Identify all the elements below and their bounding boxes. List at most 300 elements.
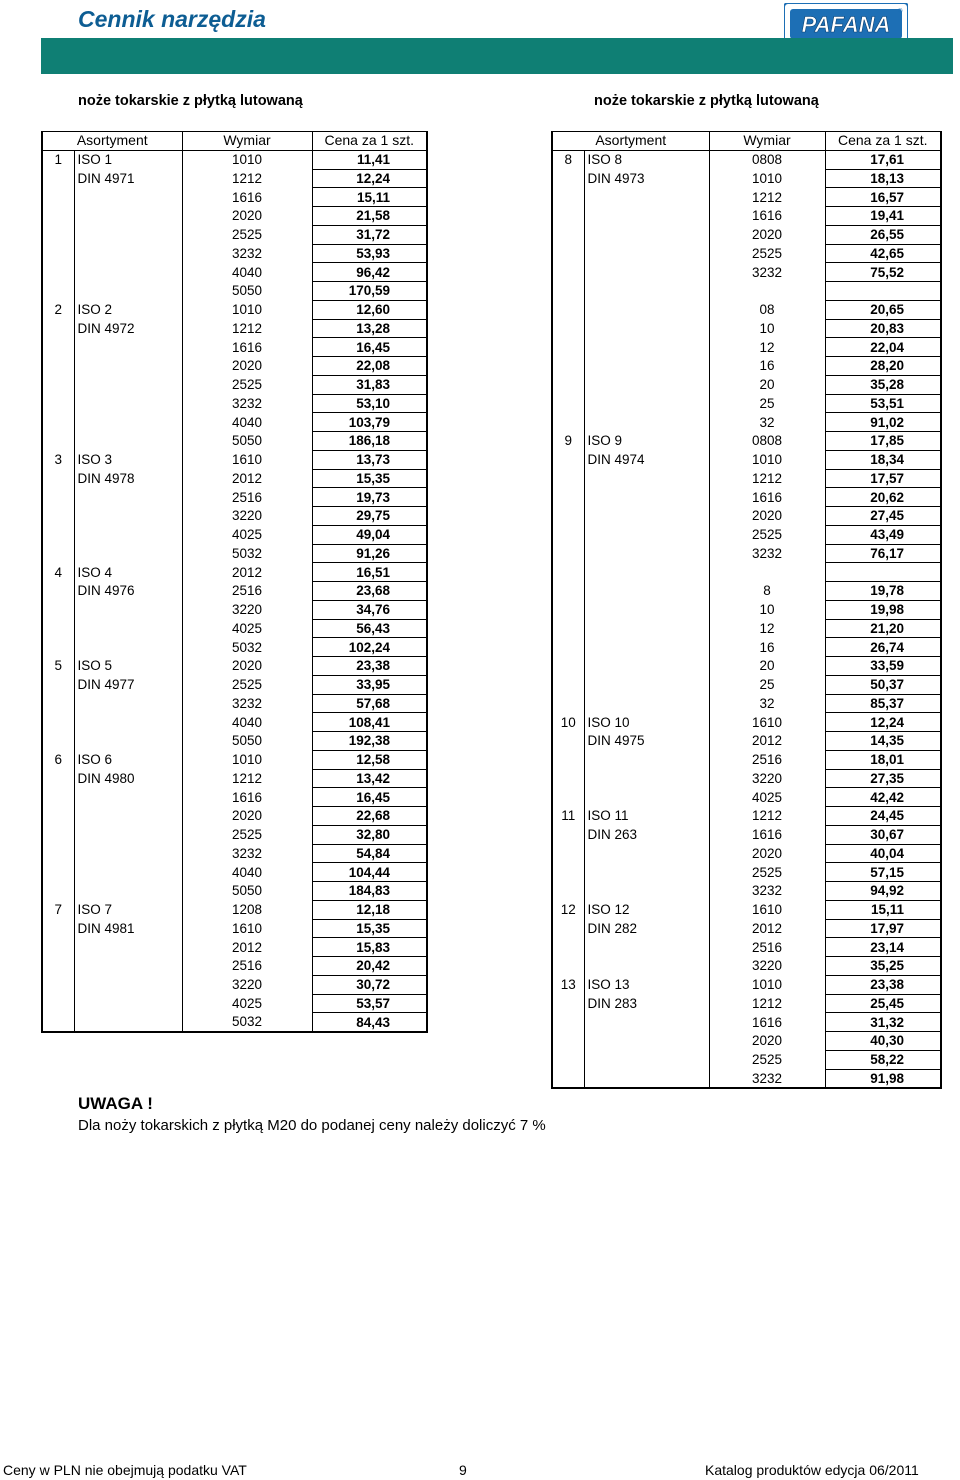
table-row <box>552 957 941 976</box>
row-number <box>552 750 584 769</box>
table-row <box>552 432 941 451</box>
note-title: UWAGA ! <box>78 1094 153 1113</box>
price: 19,78 <box>825 582 941 601</box>
price: 20,42 <box>312 957 427 976</box>
row-number <box>552 694 584 713</box>
price: 15,11 <box>312 188 427 207</box>
dimension: 3232 <box>182 844 312 863</box>
row-number <box>42 863 74 882</box>
table-row <box>42 788 427 807</box>
row-number <box>552 263 584 282</box>
dimension: 20 <box>709 657 825 676</box>
dimension: 2020 <box>709 844 825 863</box>
price: 15,83 <box>312 938 427 957</box>
product-name: ISO 3 <box>77 452 113 468</box>
table-row <box>42 357 427 376</box>
row-number <box>552 938 584 957</box>
row-number: 4 <box>42 563 74 582</box>
product-name: ISO 6 <box>77 752 113 768</box>
table-row <box>42 244 427 263</box>
dimension: 2020 <box>182 657 312 676</box>
product-name <box>584 338 709 357</box>
price: 103,79 <box>312 413 427 432</box>
table-row <box>42 263 427 282</box>
product-name: DIN 4973 <box>587 170 645 186</box>
price: 34,76 <box>312 600 427 619</box>
table-row <box>552 225 941 244</box>
price: 12,60 <box>312 300 427 319</box>
row-number <box>552 844 584 863</box>
table-row <box>42 450 427 469</box>
row-number <box>42 282 74 301</box>
row-number <box>552 469 584 488</box>
product-name <box>584 300 709 319</box>
product-name <box>584 544 709 563</box>
row-number <box>42 488 74 507</box>
product-name: DIN 4981 <box>77 920 135 936</box>
table-row <box>552 319 941 338</box>
table-row <box>42 338 427 357</box>
column-header-cena: Cena za 1 szt. <box>312 132 427 151</box>
row-number <box>42 769 74 788</box>
product-name <box>74 619 182 638</box>
product-name: DIN 4972 <box>77 320 135 336</box>
dimension: 1212 <box>709 807 825 826</box>
price: 15,35 <box>312 469 427 488</box>
product-name <box>584 675 709 694</box>
row-number <box>42 394 74 413</box>
product-name <box>584 263 709 282</box>
product-name <box>74 413 182 432</box>
dimension: 2516 <box>182 957 312 976</box>
product-name: ISO 1 <box>77 152 113 168</box>
table-row <box>42 638 427 657</box>
table-row <box>552 975 941 994</box>
dimension: 2516 <box>182 488 312 507</box>
price: 19,73 <box>312 488 427 507</box>
price: 23,38 <box>312 657 427 676</box>
product-name <box>74 188 182 207</box>
price: 186,18 <box>312 432 427 451</box>
product-name <box>584 1050 709 1069</box>
row-number: 5 <box>42 657 74 676</box>
row-number: 8 <box>552 150 584 169</box>
product-name <box>584 207 709 226</box>
price: 53,93 <box>312 244 427 263</box>
price: 30,67 <box>825 825 941 844</box>
table-row <box>552 1013 941 1032</box>
row-number <box>42 544 74 563</box>
row-number <box>42 413 74 432</box>
product-name <box>584 1013 709 1032</box>
price: 27,35 <box>825 769 941 788</box>
product-name <box>74 975 182 994</box>
product-name <box>74 357 182 376</box>
price: 31,32 <box>825 1013 941 1032</box>
product-name <box>584 863 709 882</box>
dimension: 3232 <box>182 394 312 413</box>
row-number <box>42 188 74 207</box>
price: 22,08 <box>312 357 427 376</box>
row-number <box>42 319 74 338</box>
dimension: 2525 <box>182 675 312 694</box>
row-number <box>552 994 584 1013</box>
dimension: 16 <box>709 357 825 376</box>
row-number <box>42 732 74 751</box>
dimension: 2525 <box>182 375 312 394</box>
table-row <box>42 282 427 301</box>
row-number <box>42 225 74 244</box>
dimension: 2525 <box>709 863 825 882</box>
table-row <box>42 882 427 901</box>
table-row <box>552 863 941 882</box>
table-row <box>552 938 941 957</box>
product-name <box>74 282 182 301</box>
table-row <box>552 169 941 188</box>
table-row <box>42 563 427 582</box>
table-row <box>552 413 941 432</box>
dimension: 1616 <box>709 488 825 507</box>
table-row <box>42 225 427 244</box>
product-name <box>584 957 709 976</box>
table-row <box>552 338 941 357</box>
price: 40,04 <box>825 844 941 863</box>
product-name <box>584 563 709 582</box>
table-row <box>552 563 941 582</box>
table-row <box>552 1069 941 1088</box>
row-number <box>42 263 74 282</box>
price: 85,37 <box>825 694 941 713</box>
product-name <box>74 225 182 244</box>
row-number <box>552 413 584 432</box>
product-name <box>74 788 182 807</box>
row-number <box>42 1013 74 1032</box>
price: 12,24 <box>825 713 941 732</box>
dimension: 3232 <box>182 694 312 713</box>
row-number <box>42 975 74 994</box>
price: 31,72 <box>312 225 427 244</box>
dimension: 3232 <box>709 1069 825 1088</box>
row-number: 1 <box>42 150 74 169</box>
column-header-wymiar: Wymiar <box>182 132 312 151</box>
product-name <box>584 525 709 544</box>
table-row <box>42 413 427 432</box>
dimension: 2012 <box>182 938 312 957</box>
price: 75,52 <box>825 263 941 282</box>
price: 30,72 <box>312 975 427 994</box>
row-number <box>552 825 584 844</box>
product-name <box>74 994 182 1013</box>
product-name <box>74 938 182 957</box>
dimension: 1212 <box>709 188 825 207</box>
table-row <box>42 544 427 563</box>
product-name: ISO 12 <box>587 902 630 918</box>
price: 18,13 <box>825 169 941 188</box>
row-number <box>552 1069 584 1088</box>
row-number <box>42 432 74 451</box>
table-row <box>552 900 941 919</box>
row-number <box>552 544 584 563</box>
dimension: 1616 <box>182 788 312 807</box>
product-name: ISO 8 <box>587 152 623 168</box>
table-row <box>42 582 427 601</box>
row-number: 7 <box>42 900 74 919</box>
footer-vat-note: Ceny w PLN nie obejmują podatku VAT <box>3 1462 247 1478</box>
left-section-subtitle: noże tokarskie z płytką lutowaną <box>78 93 303 109</box>
price: 42,42 <box>825 788 941 807</box>
svg-text:®: ® <box>898 9 903 15</box>
dimension: 32 <box>709 413 825 432</box>
price: 96,42 <box>312 263 427 282</box>
price: 16,51 <box>312 563 427 582</box>
dimension: 0808 <box>709 150 825 169</box>
dimension: 2525 <box>182 225 312 244</box>
price: 84,43 <box>312 1013 427 1032</box>
table-header-row <box>42 132 427 151</box>
dimension: 1010 <box>182 750 312 769</box>
dimension: 5050 <box>182 282 312 301</box>
product-name <box>74 338 182 357</box>
price: 15,11 <box>825 900 941 919</box>
dimension: 1616 <box>182 338 312 357</box>
price: 35,25 <box>825 957 941 976</box>
table-row <box>552 807 941 826</box>
table-row <box>42 844 427 863</box>
product-name: DIN 283 <box>587 995 638 1011</box>
product-name <box>584 1032 709 1051</box>
dimension: 1616 <box>709 1013 825 1032</box>
price: 76,17 <box>825 544 941 563</box>
price: 17,97 <box>825 919 941 938</box>
column-header-asortyment: Asortyment <box>42 132 182 151</box>
product-name <box>584 507 709 526</box>
price: 20,62 <box>825 488 941 507</box>
dimension: 4025 <box>182 619 312 638</box>
price: 16,45 <box>312 338 427 357</box>
dimension: 5032 <box>182 638 312 657</box>
product-name <box>584 394 709 413</box>
table-row <box>552 282 941 301</box>
row-number <box>42 919 74 938</box>
dimension: 5050 <box>182 732 312 751</box>
table-row <box>42 694 427 713</box>
product-name <box>74 394 182 413</box>
product-name <box>584 375 709 394</box>
table-row <box>552 507 941 526</box>
price: 42,65 <box>825 244 941 263</box>
row-number <box>42 525 74 544</box>
product-name: ISO 4 <box>77 564 113 580</box>
dimension: 1610 <box>182 450 312 469</box>
price: 102,24 <box>312 638 427 657</box>
dimension: 3232 <box>182 244 312 263</box>
row-number <box>42 357 74 376</box>
dimension: 1610 <box>182 919 312 938</box>
price: 11,41 <box>312 150 427 169</box>
table-row <box>552 769 941 788</box>
row-number <box>552 675 584 694</box>
row-number: 12 <box>552 900 584 919</box>
table-row <box>42 300 427 319</box>
product-name: DIN 4978 <box>77 470 135 486</box>
row-number <box>42 582 74 601</box>
row-number <box>552 207 584 226</box>
product-name <box>584 657 709 676</box>
table-row <box>552 657 941 676</box>
table-row <box>42 169 427 188</box>
product-name: ISO 10 <box>587 714 630 730</box>
column-header-wymiar: Wymiar <box>709 132 825 151</box>
price: 21,20 <box>825 619 941 638</box>
row-number <box>552 488 584 507</box>
price: 26,55 <box>825 225 941 244</box>
dimension: 4025 <box>182 994 312 1013</box>
price: 108,41 <box>312 713 427 732</box>
dimension: 3220 <box>182 507 312 526</box>
table-row <box>552 638 941 657</box>
price: 53,57 <box>312 994 427 1013</box>
table-row <box>42 657 427 676</box>
price: 184,83 <box>312 882 427 901</box>
product-name <box>74 844 182 863</box>
price: 94,92 <box>825 882 941 901</box>
row-number <box>42 994 74 1013</box>
product-name <box>584 357 709 376</box>
row-number <box>42 244 74 263</box>
table-row <box>552 788 941 807</box>
product-name <box>584 1069 709 1088</box>
price: 19,98 <box>825 600 941 619</box>
price: 24,45 <box>825 807 941 826</box>
row-number <box>552 282 584 301</box>
price: 20,65 <box>825 300 941 319</box>
row-number: 3 <box>42 450 74 469</box>
product-name <box>584 188 709 207</box>
product-name <box>584 282 709 301</box>
product-name <box>584 619 709 638</box>
row-number <box>42 825 74 844</box>
row-number <box>42 938 74 957</box>
product-name <box>584 413 709 432</box>
price: 16,45 <box>312 788 427 807</box>
row-number <box>552 338 584 357</box>
row-number <box>42 713 74 732</box>
product-name <box>74 1013 182 1032</box>
price: 17,85 <box>825 432 941 451</box>
row-number <box>42 675 74 694</box>
table-row <box>552 207 941 226</box>
dimension: 2012 <box>709 732 825 751</box>
product-name <box>584 225 709 244</box>
product-name <box>74 244 182 263</box>
row-number <box>552 1032 584 1051</box>
table-row <box>552 619 941 638</box>
table-row <box>552 675 941 694</box>
product-name: DIN 4975 <box>587 733 645 749</box>
dimension: 2525 <box>182 825 312 844</box>
price: 91,26 <box>312 544 427 563</box>
price: 13,28 <box>312 319 427 338</box>
price: 12,24 <box>312 169 427 188</box>
product-name <box>74 882 182 901</box>
table-row <box>42 957 427 976</box>
dimension: 1212 <box>182 769 312 788</box>
dimension <box>709 563 825 582</box>
dimension: 0808 <box>709 432 825 451</box>
dimension: 10 <box>709 600 825 619</box>
price: 21,58 <box>312 207 427 226</box>
table-row <box>42 807 427 826</box>
row-number <box>552 1013 584 1032</box>
price: 18,34 <box>825 450 941 469</box>
dimension: 1208 <box>182 900 312 919</box>
price: 91,98 <box>825 1069 941 1088</box>
row-number <box>552 300 584 319</box>
row-number <box>42 619 74 638</box>
dimension: 2020 <box>709 507 825 526</box>
column-header-asortyment: Asortyment <box>552 132 709 151</box>
table-row <box>42 994 427 1013</box>
price: 53,51 <box>825 394 941 413</box>
row-number: 9 <box>552 432 584 451</box>
table-row <box>552 750 941 769</box>
row-number: 2 <box>42 300 74 319</box>
price: 18,01 <box>825 750 941 769</box>
price: 23,38 <box>825 975 941 994</box>
dimension: 2516 <box>709 938 825 957</box>
price: 12,58 <box>312 750 427 769</box>
dimension: 2020 <box>709 1032 825 1051</box>
price: 13,42 <box>312 769 427 788</box>
row-number <box>552 244 584 263</box>
row-number: 11 <box>552 807 584 826</box>
table-row <box>42 375 427 394</box>
table-row <box>42 769 427 788</box>
row-number <box>42 882 74 901</box>
row-number <box>42 169 74 188</box>
table-row <box>552 488 941 507</box>
table-row <box>42 188 427 207</box>
dimension: 08 <box>709 300 825 319</box>
dimension: 5050 <box>182 882 312 901</box>
table-row <box>552 825 941 844</box>
table-row <box>42 732 427 751</box>
row-number <box>552 357 584 376</box>
product-name <box>584 488 709 507</box>
price <box>825 563 941 582</box>
column-header-cena: Cena za 1 szt. <box>825 132 941 151</box>
row-number <box>552 788 584 807</box>
dimension: 1010 <box>709 450 825 469</box>
dimension: 4040 <box>182 863 312 882</box>
table-row <box>552 544 941 563</box>
table-row <box>42 900 427 919</box>
price: 22,04 <box>825 338 941 357</box>
price: 15,35 <box>312 919 427 938</box>
table-row <box>42 675 427 694</box>
product-name: ISO 9 <box>587 433 623 449</box>
row-number <box>42 338 74 357</box>
price: 54,84 <box>312 844 427 863</box>
dimension: 4025 <box>709 788 825 807</box>
table-row <box>42 469 427 488</box>
table-row <box>552 713 941 732</box>
row-number <box>552 732 584 751</box>
dimension: 1610 <box>709 713 825 732</box>
price-table-right <box>551 131 942 1089</box>
dimension: 2012 <box>182 469 312 488</box>
price: 25,45 <box>825 994 941 1013</box>
